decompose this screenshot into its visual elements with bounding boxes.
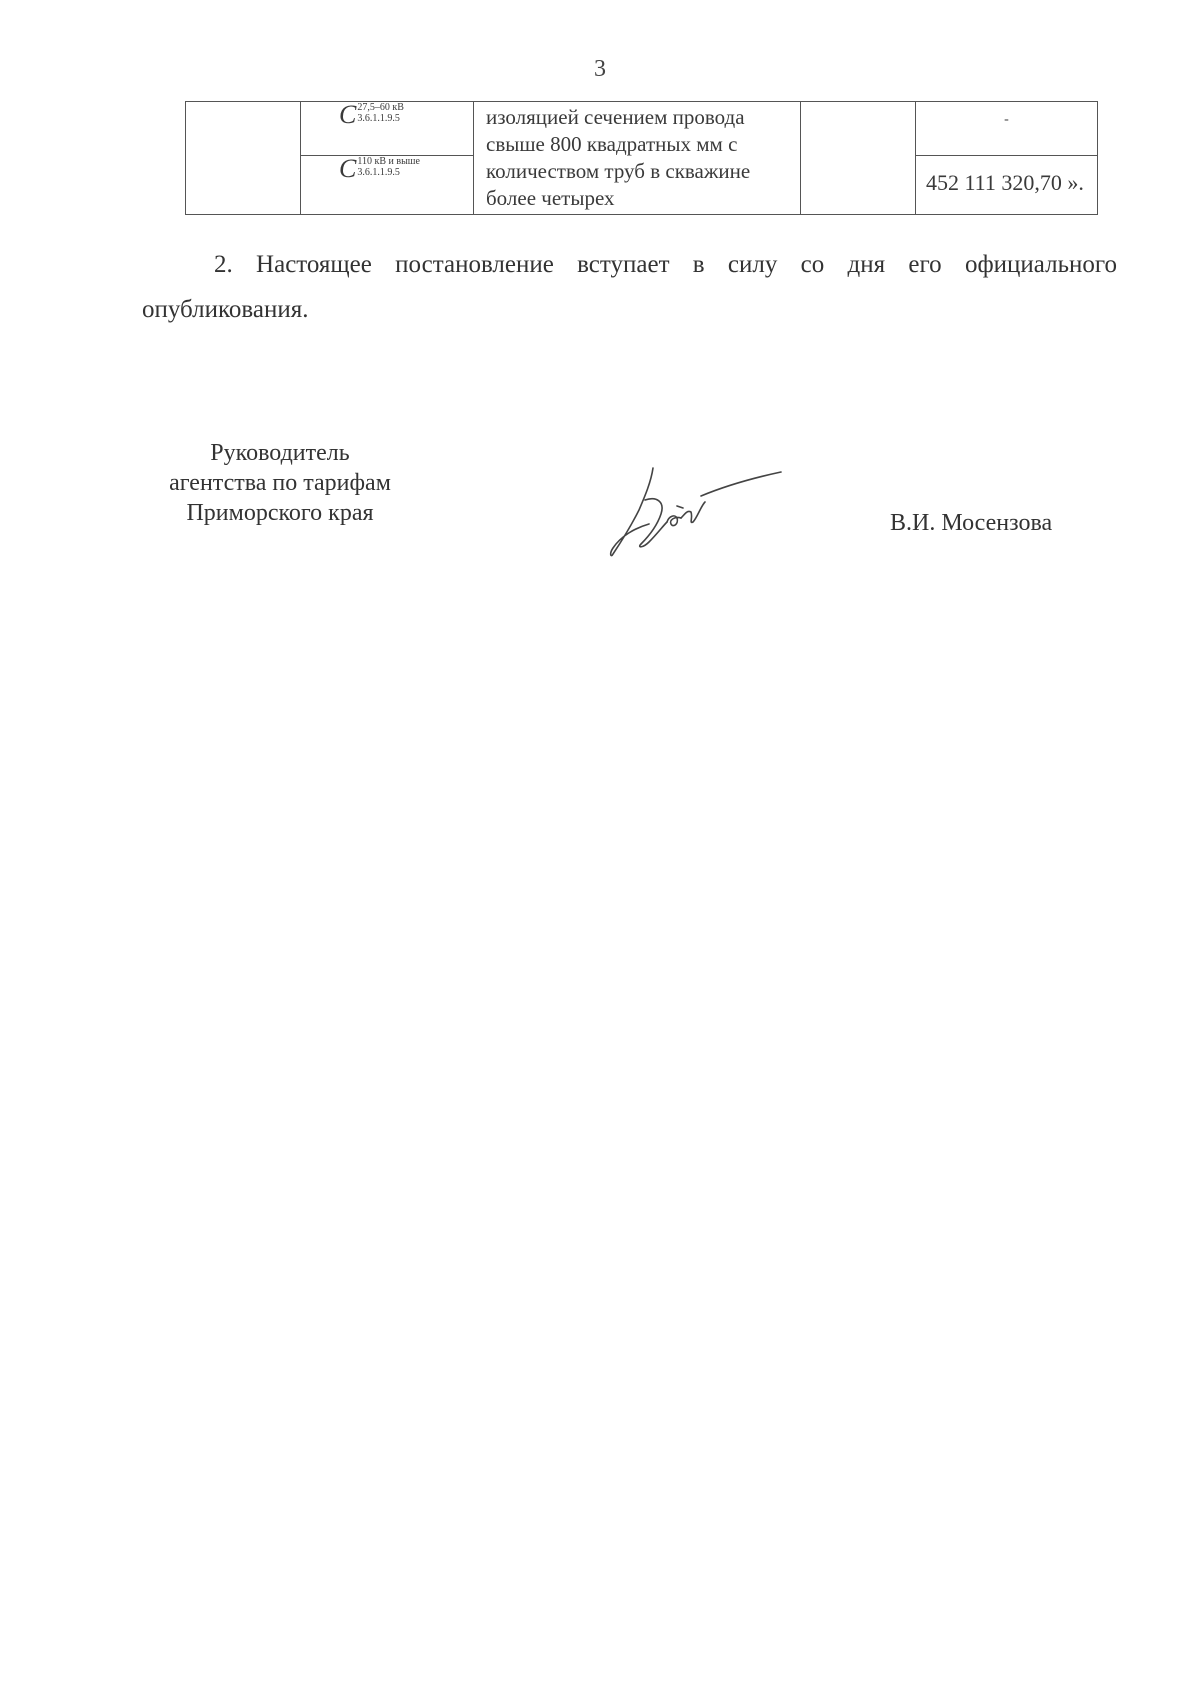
signatory-title-line: Приморского края	[186, 500, 374, 526]
symbol-cell-row1	[301, 102, 474, 156]
continuation-table	[185, 101, 1098, 215]
value-cell-row2: 452 111 320,70 ».	[916, 155, 1098, 214]
value-cell-row1: -	[916, 102, 1098, 156]
table-cell-empty-2	[801, 102, 916, 215]
handwritten-signature-icon	[605, 462, 785, 562]
description-cell: изоляцией сечением провода свыше 800 квадратных мм с количеством труб в скважине более четырех	[474, 102, 801, 215]
table-cell-empty-1	[186, 102, 301, 215]
signatory-title-line: агентства по тарифам	[169, 470, 391, 496]
symbol-subscript: 3.6.1.1.9.5	[357, 166, 400, 178]
symbol-superscript: 27,5–60 кВ	[357, 102, 404, 113]
paragraph-2: 2. Настоящее постановление вступает в силу со дня его официального опубликования.	[142, 251, 1117, 323]
signatory-title-line: Руководитель	[210, 440, 350, 466]
symbol-cell-row2	[301, 155, 474, 214]
symbol-letter: C	[339, 100, 357, 129]
signatory-title	[142, 438, 418, 528]
symbol-subscript: 3.6.1.1.9.5	[357, 113, 400, 124]
page-number: 3	[594, 56, 606, 82]
symbol-letter: C	[339, 153, 357, 183]
signatory-name: В.И. Мосензова	[890, 510, 1053, 536]
symbol-superscript: 110 кВ и выше	[357, 155, 420, 167]
